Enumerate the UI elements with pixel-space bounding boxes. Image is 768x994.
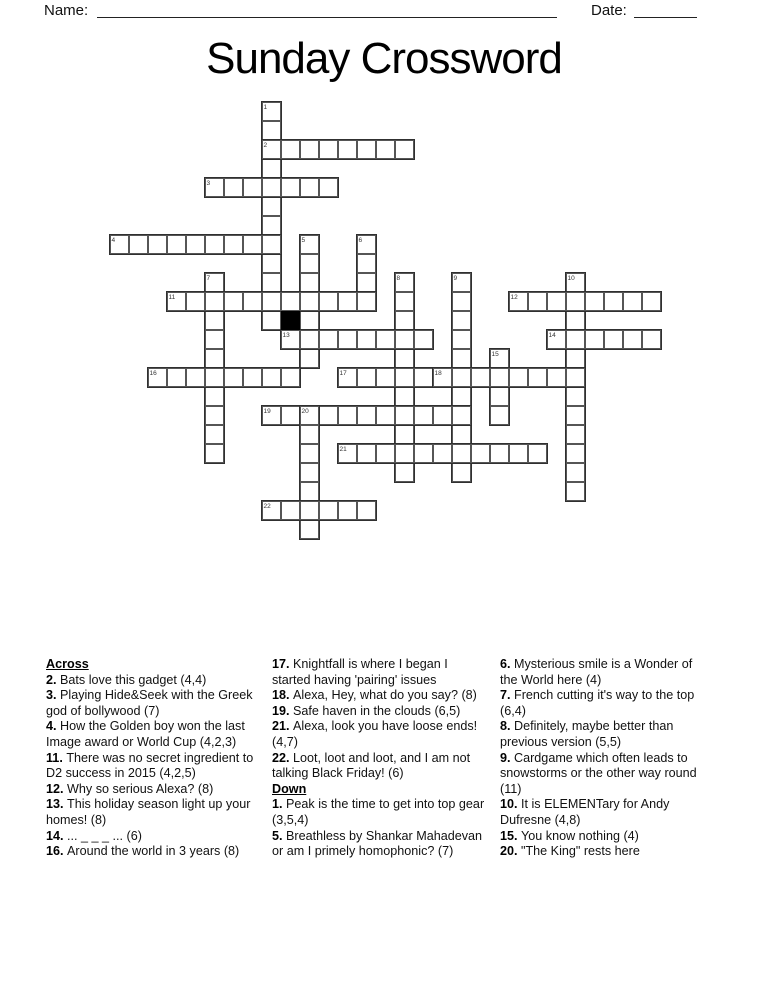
grid-cell[interactable]: [262, 235, 281, 254]
clue-item-2-across: [46, 673, 254, 689]
grid-cell[interactable]: [205, 425, 224, 444]
grid-cell[interactable]: [262, 140, 281, 159]
grid-cell[interactable]: [395, 406, 414, 425]
clue-number: 18.: [272, 688, 294, 703]
grid-cell[interactable]: [167, 235, 186, 254]
clue-number: 1.: [272, 797, 287, 812]
clue-item-10-down: [500, 797, 708, 828]
grid-number-19: 19: [263, 407, 271, 415]
grid-cell[interactable]: [490, 368, 509, 387]
grid-cell[interactable]: [300, 235, 319, 254]
grid-cell[interactable]: [205, 444, 224, 463]
grid-cell[interactable]: [566, 330, 585, 349]
grid-cell[interactable]: [357, 444, 376, 463]
clue-number: 21.: [272, 719, 294, 734]
grid-cell[interactable]: [566, 368, 585, 387]
grid-cell[interactable]: [205, 178, 224, 197]
grid-cell[interactable]: [414, 406, 433, 425]
grid-cell[interactable]: [300, 444, 319, 463]
grid-cell[interactable]: [566, 273, 585, 292]
grid-cell[interactable]: [452, 330, 471, 349]
clue-number: 13.: [46, 797, 68, 812]
grid-cell[interactable]: [300, 463, 319, 482]
grid-cell[interactable]: [566, 292, 585, 311]
grid-cell[interactable]: [528, 368, 547, 387]
grid-cell[interactable]: [452, 349, 471, 368]
grid-cell[interactable]: [281, 501, 300, 520]
grid-cell[interactable]: [338, 292, 357, 311]
grid-cell[interactable]: [243, 368, 262, 387]
grid-cell[interactable]: [490, 406, 509, 425]
grid-cell[interactable]: [243, 292, 262, 311]
grid-cell[interactable]: [528, 292, 547, 311]
grid-cell[interactable]: [262, 121, 281, 140]
page-title: Sunday Crossword: [206, 34, 562, 83]
grid-cell[interactable]: [395, 368, 414, 387]
grid-number-20: 20: [301, 407, 309, 415]
clue-number: 3.: [46, 688, 61, 703]
grid-cell[interactable]: [205, 349, 224, 368]
clue-text: Around the world in 3 years (8): [67, 844, 240, 859]
grid-cell[interactable]: [642, 330, 661, 349]
clue-number: 14.: [46, 828, 68, 843]
grid-cell[interactable]: [205, 311, 224, 330]
clue-text: Bats love this gadget (4,4): [60, 672, 207, 687]
grid-cell[interactable]: [319, 501, 338, 520]
clue-text: "The King" rests here: [521, 844, 640, 859]
grid-cell[interactable]: [224, 235, 243, 254]
clue-text: Definitely, maybe better than previous version (5,5): [500, 719, 674, 749]
name-fill-line: [97, 0, 557, 18]
grid-cell[interactable]: [300, 349, 319, 368]
grid-cell[interactable]: [357, 273, 376, 292]
grid-cell[interactable]: [376, 444, 395, 463]
grid-cell[interactable]: [395, 463, 414, 482]
grid-cell[interactable]: [395, 311, 414, 330]
grid-cell[interactable]: [357, 292, 376, 311]
grid-cell[interactable]: [319, 406, 338, 425]
clue-number: 20.: [500, 844, 522, 859]
grid-cell[interactable]: [509, 292, 528, 311]
grid-cell[interactable]: [623, 330, 642, 349]
clue-number: 4.: [46, 719, 61, 734]
grid-cell[interactable]: [300, 501, 319, 520]
clue-text: French cutting it's way to the top (6,4): [500, 688, 695, 718]
grid-cell[interactable]: [224, 292, 243, 311]
grid-cell[interactable]: [376, 330, 395, 349]
grid-black-cell: [281, 311, 300, 330]
grid-cell[interactable]: [547, 292, 566, 311]
grid-cell[interactable]: [262, 311, 281, 330]
grid-cell[interactable]: [262, 197, 281, 216]
grid-cell[interactable]: [357, 368, 376, 387]
clue-item-5-down: [272, 829, 486, 860]
clue-text: Loot, loot and loot, and I am not talking Black Friday! (6): [272, 750, 471, 781]
grid-cell[interactable]: [205, 406, 224, 425]
grid-cell[interactable]: [509, 368, 528, 387]
clue-item-21-across: [272, 719, 486, 750]
clue-column-1: [46, 657, 254, 860]
grid-cell[interactable]: [452, 444, 471, 463]
grid-cell[interactable]: [471, 368, 490, 387]
grid-cell[interactable]: [205, 330, 224, 349]
grid-cell[interactable]: [452, 425, 471, 444]
clue-text: It is ELEMENTary for Andy Dufresne (4,8): [500, 797, 670, 827]
clue-text: Alexa, look you have loose ends! (4,7): [272, 719, 478, 749]
clue-column-2: [272, 657, 486, 860]
grid-cell[interactable]: [262, 501, 281, 520]
grid-number-2: 2: [263, 141, 268, 149]
grid-cell[interactable]: [338, 368, 357, 387]
grid-cell[interactable]: [395, 349, 414, 368]
grid-cell[interactable]: [547, 368, 566, 387]
clue-item-18-across: [272, 688, 486, 704]
clue-number: 7.: [500, 688, 515, 703]
grid-number-8: 8: [396, 274, 401, 282]
grid-cell[interactable]: [452, 368, 471, 387]
grid-cell[interactable]: [110, 235, 129, 254]
grid-number-7: 7: [206, 274, 211, 282]
name-label: Name:: [44, 2, 89, 19]
grid-cell[interactable]: [319, 140, 338, 159]
grid-cell[interactable]: [566, 406, 585, 425]
grid-cell[interactable]: [452, 463, 471, 482]
grid-cell[interactable]: [604, 330, 623, 349]
grid-cell[interactable]: [547, 330, 566, 349]
clue-item-15-down: [500, 829, 708, 845]
grid-cell[interactable]: [148, 235, 167, 254]
grid-cell[interactable]: [585, 330, 604, 349]
grid-cell[interactable]: [433, 406, 452, 425]
clue-item-12-across: [46, 782, 254, 798]
clue-number: 10.: [500, 797, 522, 812]
grid-cell[interactable]: [376, 368, 395, 387]
grid-number-21: 21: [339, 445, 347, 453]
grid-cell[interactable]: [281, 406, 300, 425]
grid-number-22: 22: [263, 502, 271, 510]
clue-item-22-across: [272, 751, 486, 782]
grid-cell[interactable]: [281, 178, 300, 197]
clue-text: Alexa, Hey, what do you say? (8): [293, 688, 477, 703]
grid-cell[interactable]: [509, 444, 528, 463]
grid-cell[interactable]: [452, 292, 471, 311]
grid-cell[interactable]: [357, 330, 376, 349]
clue-number: 9.: [500, 750, 515, 765]
grid-cell[interactable]: [338, 330, 357, 349]
grid-cell[interactable]: [452, 406, 471, 425]
clue-number: 15.: [500, 828, 522, 843]
grid-cell[interactable]: [471, 444, 490, 463]
grid-cell[interactable]: [281, 140, 300, 159]
grid-number-15: 15: [491, 350, 499, 358]
clue-item-8-down: [500, 719, 708, 750]
grid-cell[interactable]: [262, 178, 281, 197]
clue-text: Breathless by Shankar Mahadevan or am I primely homophonic? (7): [272, 828, 483, 859]
grid-cell[interactable]: [395, 425, 414, 444]
grid-cell[interactable]: [357, 235, 376, 254]
grid-cell[interactable]: [300, 292, 319, 311]
grid-cell[interactable]: [604, 292, 623, 311]
clue-text: You know nothing (4): [521, 828, 639, 843]
clue-text: Mysterious smile is a Wonder of the World here (4): [500, 657, 693, 687]
grid-cell[interactable]: [224, 368, 243, 387]
grid-cell[interactable]: [148, 368, 167, 387]
grid-cell[interactable]: [452, 387, 471, 406]
grid-cell[interactable]: [300, 140, 319, 159]
grid-cell[interactable]: [167, 368, 186, 387]
grid-cell[interactable]: [395, 387, 414, 406]
clue-number: 17.: [272, 657, 294, 671]
clue-item-13-across: [46, 797, 254, 828]
clue-item-3-across: [46, 688, 254, 719]
grid-cell[interactable]: [528, 444, 547, 463]
date-fill-line: [634, 0, 697, 18]
grid-cell[interactable]: [395, 140, 414, 159]
grid-number-12: 12: [510, 293, 518, 301]
clue-number: 16.: [46, 844, 68, 859]
grid-cell[interactable]: [281, 330, 300, 349]
clue-item-9-down: [500, 751, 708, 798]
grid-cell[interactable]: [433, 368, 452, 387]
grid-cell[interactable]: [566, 482, 585, 501]
grid-cell[interactable]: [338, 406, 357, 425]
clue-item-4-across: [46, 719, 254, 750]
grid-cell[interactable]: [243, 235, 262, 254]
grid-cell[interactable]: [490, 349, 509, 368]
clue-text: Why so serious Alexa? (8): [67, 781, 214, 796]
grid-cell[interactable]: [205, 292, 224, 311]
grid-cell[interactable]: [262, 368, 281, 387]
grid-cell[interactable]: [566, 425, 585, 444]
grid-cell[interactable]: [623, 292, 642, 311]
grid-number-14: 14: [548, 331, 556, 339]
grid-number-13: 13: [282, 331, 290, 339]
grid-cell[interactable]: [414, 330, 433, 349]
clue-number: 5.: [272, 828, 287, 843]
grid-cell[interactable]: [224, 178, 243, 197]
down-header: Down: [272, 781, 307, 796]
grid-cell[interactable]: [357, 501, 376, 520]
grid-cell[interactable]: [433, 444, 452, 463]
grid-cell[interactable]: [357, 406, 376, 425]
grid-cell[interactable]: [300, 178, 319, 197]
grid-cell[interactable]: [414, 368, 433, 387]
grid-cell[interactable]: [300, 520, 319, 539]
grid-cell[interactable]: [186, 235, 205, 254]
across-header: Across: [46, 657, 89, 671]
grid-number-9: 9: [453, 274, 458, 282]
grid-cell[interactable]: [262, 159, 281, 178]
grid-cell[interactable]: [452, 311, 471, 330]
clue-text: This holiday season light up your homes! (8): [46, 797, 251, 827]
grid-cell[interactable]: [129, 235, 148, 254]
grid-cell[interactable]: [205, 235, 224, 254]
grid-cell[interactable]: [281, 368, 300, 387]
grid-cell[interactable]: [490, 387, 509, 406]
grid-cell[interactable]: [490, 444, 509, 463]
clue-item-1-down: [272, 797, 486, 828]
grid-cell[interactable]: [300, 254, 319, 273]
grid-number-11: 11: [168, 293, 176, 301]
grid-cell[interactable]: [300, 482, 319, 501]
grid-cell[interactable]: [205, 368, 224, 387]
grid-cell[interactable]: [395, 330, 414, 349]
grid-number-18: 18: [434, 369, 442, 377]
grid-cell[interactable]: [205, 387, 224, 406]
grid-number-10: 10: [567, 274, 575, 282]
clue-text: Safe haven in the clouds (6,5): [293, 703, 461, 718]
grid-cell[interactable]: [357, 254, 376, 273]
grid-cell[interactable]: [319, 292, 338, 311]
grid-cell[interactable]: [357, 140, 376, 159]
clue-number: 2.: [46, 672, 61, 687]
clue-number: 22.: [272, 750, 294, 765]
clue-number: 19.: [272, 703, 294, 718]
grid-cell[interactable]: [395, 444, 414, 463]
grid-cell[interactable]: [566, 387, 585, 406]
grid-number-3: 3: [206, 179, 211, 187]
grid-cell[interactable]: [262, 273, 281, 292]
grid-cell[interactable]: [300, 311, 319, 330]
grid-cell[interactable]: [300, 425, 319, 444]
grid-cell[interactable]: [642, 292, 661, 311]
clue-item-7-down: [500, 688, 708, 719]
clue-text: ... _ _ _ ... (6): [67, 828, 142, 843]
clue-text: Knightfall is where I began I started having 'pairing' issues: [272, 657, 448, 687]
clue-item-6-down: [500, 657, 708, 688]
grid-cell[interactable]: [281, 292, 300, 311]
grid-cell[interactable]: [566, 349, 585, 368]
clue-text: Playing Hide&Seek with the Greek god of bollywood (7): [46, 688, 253, 718]
grid-cell[interactable]: [376, 140, 395, 159]
grid-cell[interactable]: [262, 216, 281, 235]
grid-cell[interactable]: [300, 273, 319, 292]
clue-text: How the Golden boy won the last Image award or World Cup (4,2,3): [46, 719, 245, 749]
clue-item-16-across: [46, 844, 254, 860]
grid-cell[interactable]: [585, 292, 604, 311]
grid-number-17: 17: [339, 369, 347, 377]
grid-cell[interactable]: [262, 102, 281, 121]
clue-item-17-across: [272, 657, 486, 688]
grid-number-4: 4: [111, 236, 116, 244]
grid-cell[interactable]: [566, 463, 585, 482]
grid-cell[interactable]: [338, 444, 357, 463]
grid-cell[interactable]: [205, 273, 224, 292]
grid-cell[interactable]: [300, 330, 319, 349]
grid-number-1: 1: [263, 103, 268, 111]
grid-cell[interactable]: [300, 406, 319, 425]
clue-text: There was no secret ingredient to D2 success in 2015 (4,2,5): [46, 750, 254, 781]
crossword-grid: [110, 102, 662, 540]
grid-cell[interactable]: [186, 368, 205, 387]
date-label: Date:: [591, 2, 627, 19]
grid-cell[interactable]: [319, 178, 338, 197]
grid-cell[interactable]: [395, 273, 414, 292]
grid-cell[interactable]: [262, 292, 281, 311]
clue-item-11-across: [46, 751, 254, 782]
grid-number-16: 16: [149, 369, 157, 377]
clue-item-19-across: [272, 704, 486, 720]
clue-number: 12.: [46, 781, 68, 796]
grid-cell[interactable]: [376, 406, 395, 425]
clue-column-3: [500, 657, 708, 860]
grid-cell[interactable]: [167, 292, 186, 311]
grid-number-5: 5: [301, 236, 306, 244]
clue-item-14-across: [46, 829, 254, 845]
grid-number-6: 6: [358, 236, 363, 244]
grid-cell[interactable]: [414, 444, 433, 463]
clue-text: Peak is the time to get into top gear (3,5,4): [272, 797, 485, 827]
grid-cell[interactable]: [338, 140, 357, 159]
grid-cell[interactable]: [319, 330, 338, 349]
grid-cell[interactable]: [243, 178, 262, 197]
grid-cell[interactable]: [566, 311, 585, 330]
clue-number: 11.: [46, 750, 67, 765]
grid-cell[interactable]: [566, 444, 585, 463]
grid-cell[interactable]: [395, 292, 414, 311]
clue-item-20-down: [500, 844, 708, 860]
grid-cell[interactable]: [262, 406, 281, 425]
clue-text: Cardgame which often leads to snowstorms or the other way round (11): [500, 750, 697, 796]
grid-cell[interactable]: [452, 273, 471, 292]
grid-cell[interactable]: [262, 254, 281, 273]
grid-cell[interactable]: [186, 292, 205, 311]
grid-cell[interactable]: [338, 501, 357, 520]
clue-number: 8.: [500, 719, 515, 734]
clue-number: 6.: [500, 657, 515, 671]
